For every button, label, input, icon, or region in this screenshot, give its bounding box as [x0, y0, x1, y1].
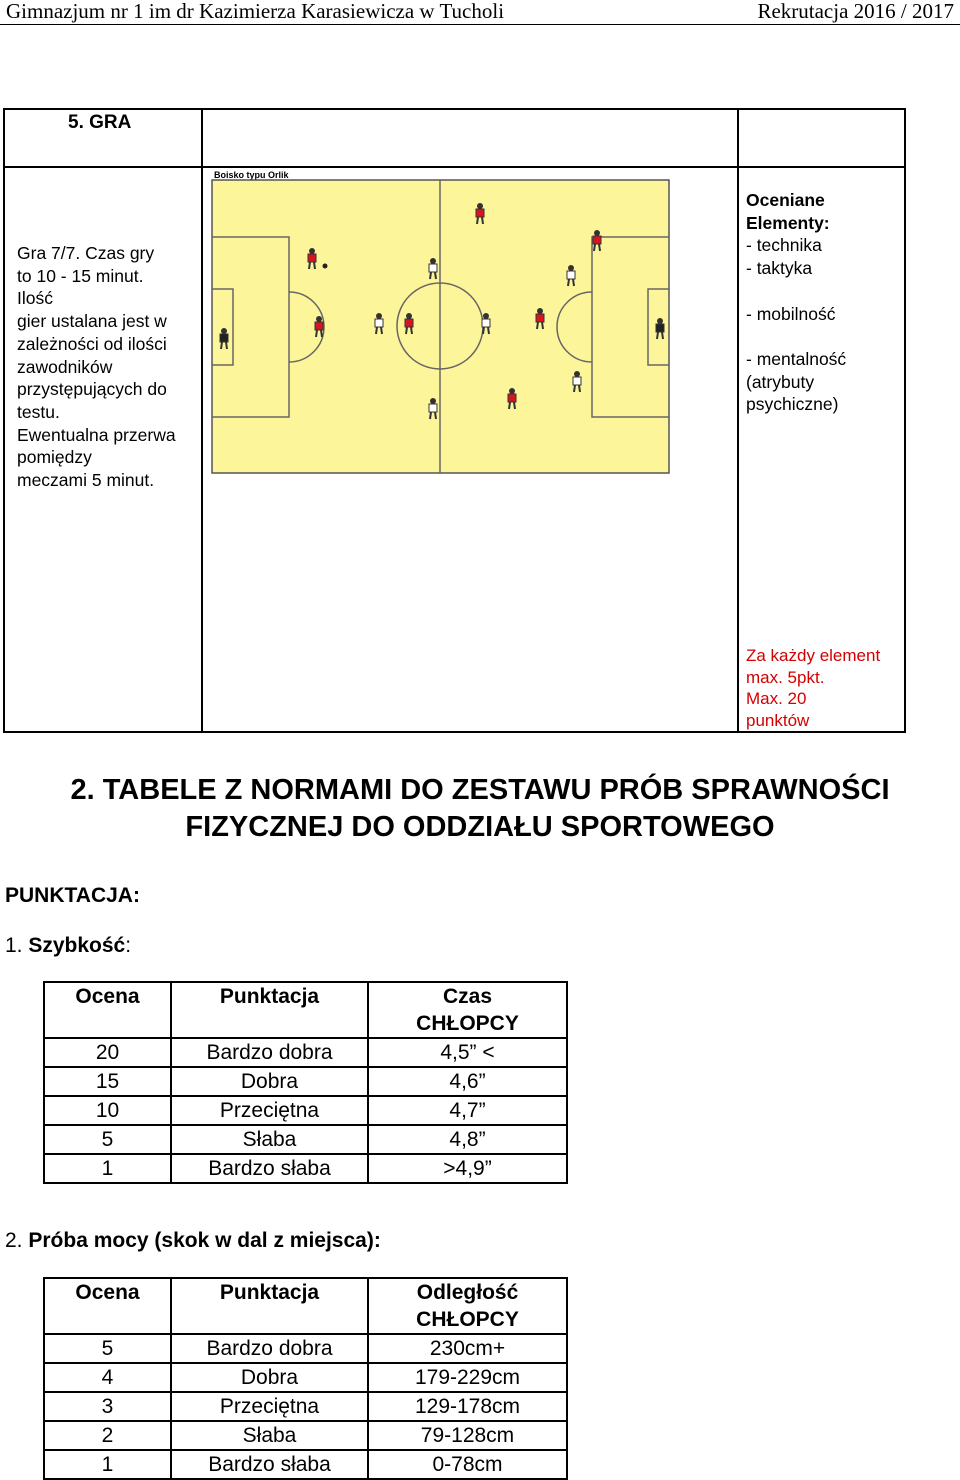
- cell: 129-178cm: [368, 1392, 567, 1421]
- speed-num: 1.: [5, 934, 23, 957]
- section-title: [0, 772, 960, 846]
- desc-line: Ewentualna przerwa: [17, 424, 176, 445]
- cell: Przeciętna: [171, 1392, 368, 1421]
- cell: 179-229cm: [368, 1363, 567, 1392]
- desc-line: zawodników: [17, 356, 113, 377]
- header-cell: Ocena: [44, 1278, 171, 1334]
- elements-title: Elementy:: [746, 212, 830, 233]
- game-description: [17, 242, 202, 492]
- school-name: Gimnazjum nr 1 im dr Kazimierza Karasiewicza w Tucholi: [6, 0, 505, 23]
- table-row: [44, 1363, 567, 1392]
- page-header: [0, 0, 960, 25]
- cell: Bardzo słaba: [171, 1450, 368, 1479]
- power-num: 2.: [5, 1229, 23, 1252]
- note-line: max. 5pkt.: [746, 667, 825, 687]
- header-sub: CHŁOPCY: [416, 1012, 519, 1035]
- element-item: psychiczne): [746, 394, 839, 415]
- element-item: - taktyka: [746, 258, 813, 279]
- table-row: [44, 1450, 567, 1479]
- header-text: Czas: [442, 985, 493, 1008]
- table-row: [44, 1392, 567, 1421]
- cell: 10: [44, 1096, 171, 1125]
- cell: 4,6”: [368, 1067, 567, 1096]
- header-cell: [368, 982, 567, 1038]
- speed-table: [43, 981, 568, 1184]
- desc-line: to 10 - 15 minut.: [17, 265, 144, 286]
- table-header: [44, 982, 567, 1038]
- note-line: punktów: [746, 710, 810, 730]
- cell: Dobra: [171, 1067, 368, 1096]
- element-item: - technika: [746, 235, 822, 256]
- header-text: Odległość: [416, 1281, 519, 1304]
- cell: Bardzo słaba: [171, 1154, 368, 1183]
- header-cell: Punktacja: [171, 982, 368, 1038]
- header-cell: Ocena: [44, 982, 171, 1038]
- cell: Dobra: [171, 1363, 368, 1392]
- cell: 5: [44, 1334, 171, 1363]
- cell: 79-128cm: [368, 1421, 567, 1450]
- pitch-label: Boisko typu Orlik: [214, 170, 289, 180]
- desc-line: gier ustalana jest w: [17, 311, 167, 332]
- cell: Słaba: [171, 1125, 368, 1154]
- power-label: [5, 1229, 381, 1253]
- element-item: - mobilność: [746, 303, 836, 324]
- cell: 4: [44, 1363, 171, 1392]
- cell: 2: [44, 1421, 171, 1450]
- divider: [5, 166, 904, 168]
- header-sub: CHŁOPCY: [416, 1308, 519, 1331]
- header-cell: [368, 1278, 567, 1334]
- cell: Bardzo dobra: [171, 1334, 368, 1363]
- ball-icon: [323, 264, 328, 269]
- cell: >4,9”: [368, 1154, 567, 1183]
- table-row: [44, 1125, 567, 1154]
- desc-line: przystępujących do: [17, 379, 167, 400]
- desc-line: testu.: [17, 401, 60, 422]
- evaluated-elements: [746, 189, 896, 416]
- divider: [737, 110, 739, 731]
- speed-colon: :: [125, 934, 132, 957]
- table-row: [44, 1067, 567, 1096]
- pitch-diagram: [211, 179, 671, 475]
- header-cell: Punktacja: [171, 1278, 368, 1334]
- section-title-line: FIZYCZNEJ DO ODDZIAŁU SPORTOWEGO: [185, 811, 775, 843]
- power-table: [43, 1277, 568, 1480]
- elements-title: Oceniane: [746, 190, 825, 210]
- cell: 1: [44, 1450, 171, 1479]
- speed-label: [5, 934, 131, 958]
- recruitment-year: Rekrutacja 2016 / 2017: [757, 0, 954, 23]
- desc-line: Gra 7/7. Czas gry: [17, 243, 155, 263]
- desc-line: Ilość: [17, 288, 53, 309]
- punktacja-label: PUNKTACJA:: [5, 884, 140, 907]
- cell: 230cm+: [368, 1334, 567, 1363]
- desc-line: pomiędzy: [17, 447, 92, 468]
- cell: 1: [44, 1154, 171, 1183]
- cell: Słaba: [171, 1421, 368, 1450]
- game-title: 5. GRA: [68, 112, 132, 133]
- cell: 3: [44, 1392, 171, 1421]
- cell: 4,8”: [368, 1125, 567, 1154]
- section-title-line: 2. TABELE Z NORMAMI DO ZESTAWU PRÓB SPRAWNOŚCI: [70, 774, 890, 806]
- desc-line: zależności od ilości: [17, 333, 167, 354]
- cell: Przeciętna: [171, 1096, 368, 1125]
- cell: 15: [44, 1067, 171, 1096]
- desc-line: meczami 5 minut.: [17, 470, 155, 491]
- element-item: - mentalność: [746, 348, 847, 369]
- note-line: Za każdy element: [746, 646, 881, 665]
- table-header: [44, 1278, 567, 1334]
- cell: 20: [44, 1038, 171, 1067]
- table-row: [44, 1334, 567, 1363]
- power-name: Próba mocy (skok w dal z miejsca):: [28, 1229, 381, 1252]
- scoring-note: [746, 645, 901, 731]
- cell: 4,7”: [368, 1096, 567, 1125]
- table-row: [44, 1096, 567, 1125]
- cell: 0-78cm: [368, 1450, 567, 1479]
- speed-name: Szybkość: [28, 934, 126, 957]
- table-row: [44, 1038, 567, 1067]
- note-line: Max. 20: [746, 689, 807, 708]
- cell: 5: [44, 1125, 171, 1154]
- table-row: [44, 1421, 567, 1450]
- cell: Bardzo dobra: [171, 1038, 368, 1067]
- cell: 4,5” <: [368, 1038, 567, 1067]
- table-row: [44, 1154, 567, 1183]
- element-item: (atrybuty: [746, 371, 815, 392]
